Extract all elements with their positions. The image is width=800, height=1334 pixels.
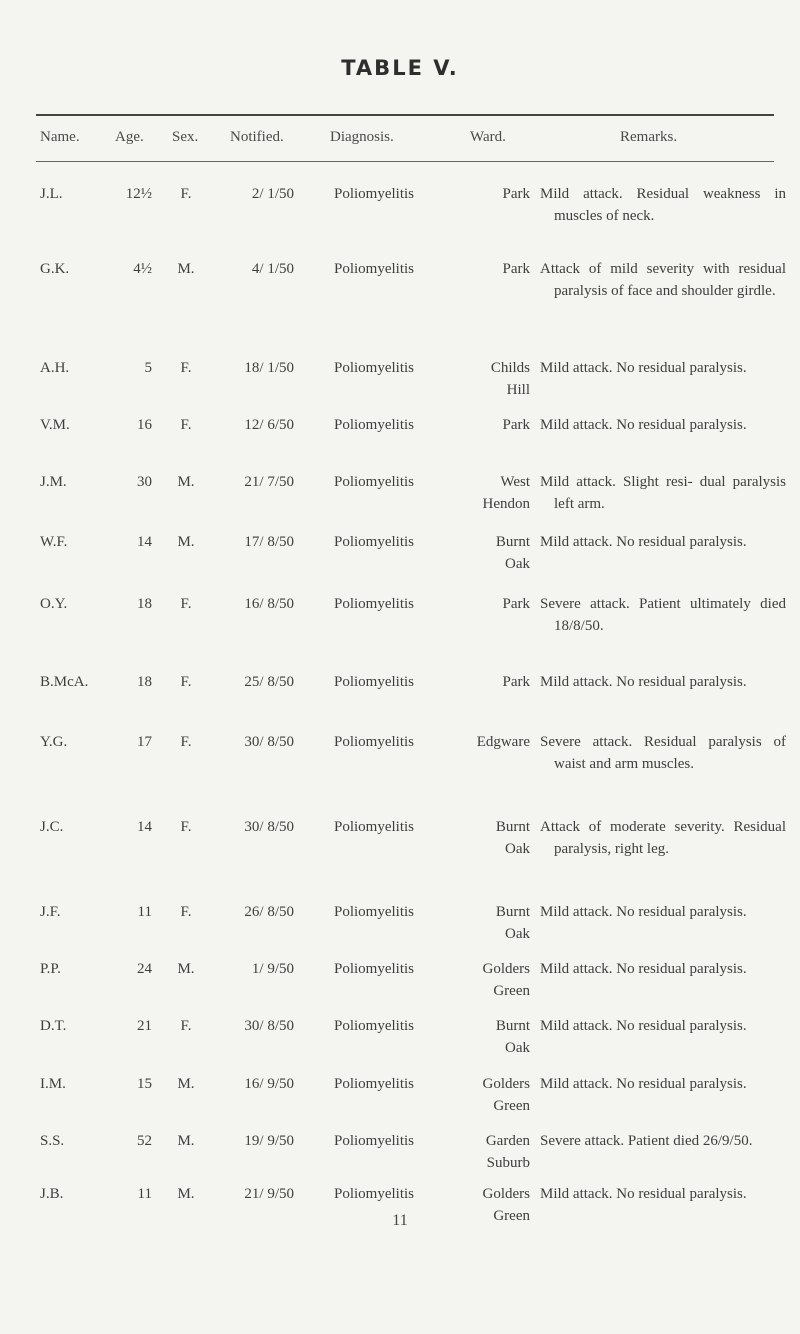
cell-diagnosis: Poliomyelitis [333, 417, 414, 433]
cell-remarks: Mild attack. No residual paralysis. [540, 417, 747, 433]
cell-age: 14 [137, 819, 152, 835]
cell-age: 18 [137, 596, 152, 612]
cell-notified: 21/ 7/50 [244, 474, 294, 490]
cell-name: Y.G. [40, 734, 68, 750]
cell-name: A.H. [40, 360, 70, 376]
cell-diagnosis: Poliomyelitis [333, 819, 414, 835]
header-rule [36, 161, 774, 162]
cell-remarks: Mild attack. Slight resi- dual paralysis left arm. [540, 474, 786, 512]
cell-remarks: Mild attack. No residual paralysis. [540, 534, 747, 550]
cell-diagnosis: Poliomyelitis [333, 261, 414, 277]
cell-remarks: Mild attack. No residual paralysis. [540, 360, 747, 376]
cell-remarks: Mild attack. No residual paralysis. [540, 674, 747, 690]
cell-ward: Burnt Oak [495, 904, 530, 942]
cell-sex: M. [177, 474, 195, 490]
cell-remarks: Severe attack. Residual paralysis of waist and arm muscles. [540, 734, 786, 772]
cell-name: B.McA. [40, 674, 89, 690]
cell-remarks: Mild attack. No residual paralysis. [540, 904, 747, 920]
cell-sex: F. [180, 596, 192, 612]
cell-diagnosis: Poliomyelitis [333, 1186, 414, 1202]
cell-name: J.F. [40, 904, 61, 920]
cell-diagnosis: Poliomyelitis [333, 961, 414, 977]
cell-sex: F. [180, 186, 192, 202]
cell-notified: 21/ 9/50 [244, 1186, 294, 1202]
cell-remarks: Mild attack. No residual paralysis. [540, 1076, 747, 1092]
cell-remarks: Mild attack. No residual paralysis. [540, 1018, 747, 1034]
cell-age: 24 [137, 961, 152, 977]
cell-remarks: Severe attack. Patient ultimately died 18/8/50. [540, 596, 786, 634]
cell-sex: F. [180, 1018, 192, 1034]
cell-sex: F. [180, 904, 192, 920]
cell-notified: 26/ 8/50 [244, 904, 294, 920]
cell-ward: Park [502, 417, 530, 433]
cell-ward: West Hendon [482, 474, 530, 512]
cell-notified: 16/ 8/50 [244, 596, 294, 612]
cell-age: 5 [144, 360, 152, 376]
cell-sex: F. [180, 417, 192, 433]
cell-diagnosis: Poliomyelitis [333, 904, 414, 920]
cell-ward: Park [502, 261, 530, 277]
cell-sex: F. [180, 674, 192, 690]
cell-name: V.M. [40, 417, 70, 433]
cell-notified: 1/ 9/50 [251, 961, 294, 977]
cell-ward: Burnt Oak [495, 534, 530, 572]
cell-age: 14 [137, 534, 152, 550]
cell-name: P.P. [40, 961, 61, 977]
cell-remarks: Mild attack. Residual weakness in muscles of neck. [540, 186, 786, 224]
cell-notified: 2/ 1/50 [251, 186, 294, 202]
cell-sex: M. [177, 534, 195, 550]
header-ward: Ward. [470, 129, 506, 145]
cell-age: 15 [137, 1076, 152, 1092]
header-sex: Sex. [172, 129, 199, 145]
cell-ward: Childs Hill [490, 360, 530, 398]
cell-ward: Park [502, 674, 530, 690]
cell-notified: 25/ 8/50 [244, 674, 294, 690]
cell-diagnosis: Poliomyelitis [333, 1133, 414, 1149]
cell-sex: F. [180, 734, 192, 750]
cell-remarks: Attack of moderate severity. Residual paralysis, right leg. [540, 819, 786, 857]
cell-name: W.F. [40, 534, 68, 550]
cell-age: 16 [137, 417, 152, 433]
cell-sex: M. [177, 1076, 195, 1092]
cell-age: 18 [137, 674, 152, 690]
cell-notified: 17/ 8/50 [244, 534, 294, 550]
cell-ward: Park [502, 186, 530, 202]
cell-notified: 19/ 9/50 [244, 1133, 294, 1149]
top-rule [36, 114, 774, 116]
cell-name: D.T. [40, 1018, 67, 1034]
cell-name: S.S. [40, 1133, 65, 1149]
cell-age: 12½ [125, 186, 152, 202]
cell-diagnosis: Poliomyelitis [333, 734, 414, 750]
cell-age: 30 [137, 474, 152, 490]
header-notified: Notified. [230, 129, 284, 145]
cell-name: O.Y. [40, 596, 68, 612]
header-diagnosis: Diagnosis. [330, 129, 394, 145]
cell-remarks: Severe attack. Patient died 26/9/50. [540, 1133, 753, 1149]
cell-age: 11 [137, 904, 152, 920]
cell-name: J.B. [40, 1186, 64, 1202]
cell-diagnosis: Poliomyelitis [333, 360, 414, 376]
cell-ward: Park [502, 596, 530, 612]
cell-diagnosis: Poliomyelitis [333, 474, 414, 490]
cell-remarks: Mild attack. No residual paralysis. [540, 1186, 747, 1202]
cell-sex: M. [177, 261, 195, 277]
cell-name: J.C. [40, 819, 64, 835]
cell-diagnosis: Poliomyelitis [333, 534, 414, 550]
cell-remarks: Mild attack. No residual paralysis. [540, 961, 747, 977]
page-number: 11 [392, 1212, 408, 1229]
cell-age: 11 [137, 1186, 152, 1202]
cell-ward: Golders Green [482, 1186, 530, 1224]
cell-diagnosis: Poliomyelitis [333, 1018, 414, 1034]
cell-age: 52 [137, 1133, 152, 1149]
cell-notified: 12/ 6/50 [244, 417, 294, 433]
cell-age: 21 [137, 1018, 152, 1034]
cell-notified: 30/ 8/50 [244, 1018, 294, 1034]
cell-ward: Edgware [476, 734, 530, 750]
cell-ward: Burnt Oak [495, 819, 530, 857]
cell-name: G.K. [40, 261, 70, 277]
cell-notified: 30/ 8/50 [244, 819, 294, 835]
cell-ward: Burnt Oak [495, 1018, 530, 1056]
cell-name: J.M. [40, 474, 67, 490]
cell-diagnosis: Poliomyelitis [333, 1076, 414, 1092]
cell-notified: 30/ 8/50 [244, 734, 294, 750]
cell-notified: 4/ 1/50 [251, 261, 294, 277]
cell-ward: Garden Suburb [485, 1133, 530, 1171]
cell-sex: M. [177, 1133, 195, 1149]
cell-remarks: Attack of mild severity with residual paralysis of face and shoulder girdle. [540, 261, 786, 299]
cell-sex: M. [177, 1186, 195, 1202]
cell-sex: M. [177, 961, 195, 977]
cell-notified: 18/ 1/50 [244, 360, 294, 376]
cell-sex: F. [180, 819, 192, 835]
header-remarks: Remarks. [620, 129, 678, 145]
cell-age: 4½ [133, 261, 152, 277]
cell-ward: Golders Green [482, 961, 530, 999]
cell-sex: F. [180, 360, 192, 376]
cell-notified: 16/ 9/50 [244, 1076, 294, 1092]
cell-diagnosis: Poliomyelitis [333, 596, 414, 612]
header-name: Name. [40, 129, 80, 145]
cell-name: I.M. [40, 1076, 66, 1092]
cell-age: 17 [137, 734, 152, 750]
table-title: TABLE V. [341, 56, 459, 80]
cell-diagnosis: Poliomyelitis [333, 186, 414, 202]
cell-name: J.L. [40, 186, 63, 202]
header-age: Age. [115, 129, 144, 145]
cell-diagnosis: Poliomyelitis [333, 674, 414, 690]
cell-ward: Golders Green [482, 1076, 530, 1114]
